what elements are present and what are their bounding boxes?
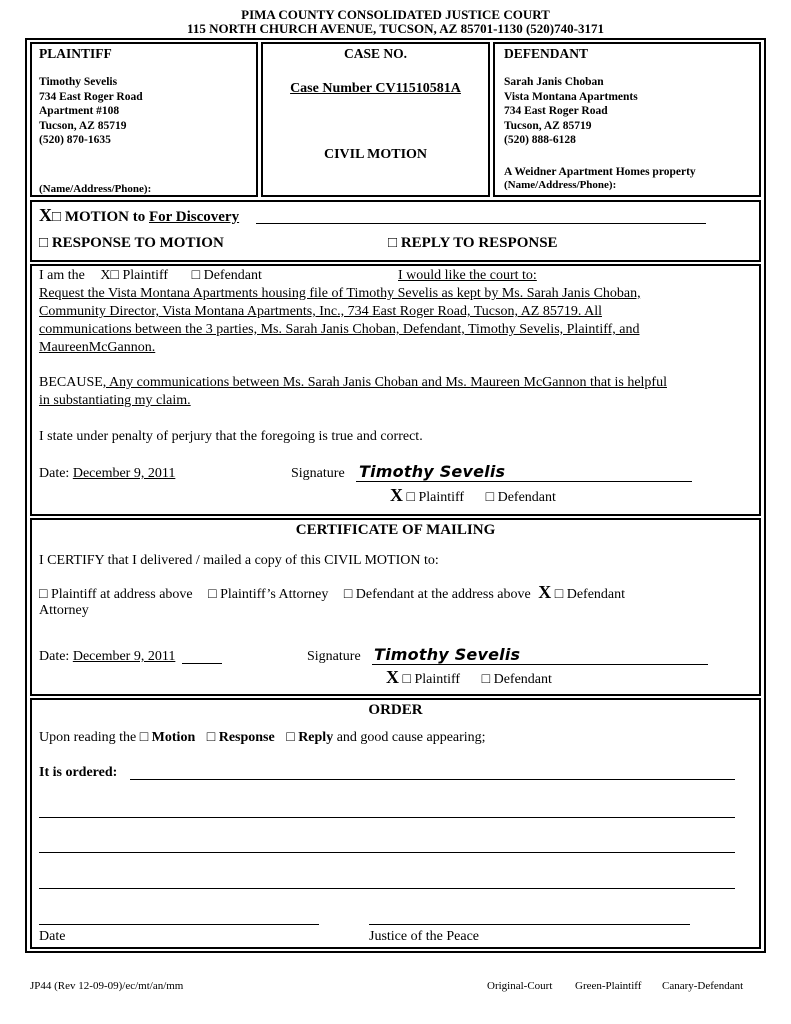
order-motion-label: Motion [151, 730, 196, 745]
motion-checkbox[interactable]: □ [52, 209, 62, 225]
request-line-4: MaureenMcGannon. [39, 340, 156, 355]
order-line-1 [130, 779, 735, 780]
perjury-statement: I state under penalty of perjury that the foregoing is true and correct. [39, 429, 423, 444]
cert-opt3-checkbox[interactable]: □ [343, 587, 353, 602]
case-type: CIVIL MOTION [323, 147, 428, 162]
cert-sig-defendant-label: Defendant [493, 672, 552, 687]
order-reply-checkbox[interactable]: □ [286, 730, 295, 745]
cert-opt4-label: Defendant [566, 587, 626, 602]
cert-signature: Timothy Sevelis [374, 645, 521, 664]
defendant-street: 734 East Roger Road [504, 105, 608, 117]
case-box [261, 42, 490, 197]
motion-checked-mark: X [39, 205, 52, 225]
cert-opt4-label-cont: Attorney [39, 603, 89, 618]
defendant-note: A Weidner Apartment Homes property [504, 166, 696, 178]
cert-sig-plaintiff-checkbox[interactable]: □ [402, 672, 411, 687]
order-title: ORDER [368, 702, 423, 718]
case-number: Case Number CV11510581A [290, 81, 461, 96]
cert-opt1-label: Plaintiff at address above [50, 587, 193, 602]
copy-canary: Canary-Defendant [662, 980, 744, 992]
case-header: CASE NO. [343, 46, 407, 61]
defendant-org: Vista Montana Apartments [504, 90, 638, 103]
order-upon-label: Upon reading the [39, 730, 137, 745]
defendant-phone: (520) 888-6128 [504, 134, 576, 146]
court-address: 115 NORTH CHURCH AVENUE, TUCSON, AZ 85701-1130 (520)740-3171 [187, 21, 604, 36]
cert-opt4-mark: X [538, 582, 552, 602]
copy-original: Original-Court [487, 980, 553, 992]
cert-date-label: Date: [39, 649, 70, 664]
certificate-box [30, 518, 761, 696]
iam-plaintiff-label: Plaintiff [122, 268, 169, 283]
motion-label: MOTION to [64, 209, 146, 225]
cert-date-value: December 9, 2011 [72, 649, 176, 664]
reply-label: REPLY TO RESPONSE [400, 235, 558, 251]
motion-subject: For Discovery [148, 209, 240, 225]
request-line-2: Community Director, Vista Montana Apartments, Inc., 734 East Roger Road, Tucson, AZ 85719. All [39, 304, 602, 319]
order-line-3 [39, 852, 735, 853]
motion-type-box [30, 200, 761, 262]
plaintiff-city: Tucson, AZ 85719 [39, 119, 127, 132]
order-response-label: Response [218, 730, 275, 745]
request-box [30, 264, 761, 516]
plaintiff-header: PLAINTIFF [39, 46, 112, 61]
response-checkbox[interactable]: □ [39, 235, 49, 251]
iam-defendant-label: Defendant [203, 268, 262, 283]
plaintiff-apt: Apartment #108 [39, 105, 120, 117]
plaintiff-street: 734 East Roger Road [39, 90, 143, 103]
order-box [30, 698, 761, 949]
request-date-label: Date: [39, 466, 70, 481]
plaintiff-phone: (520) 870-1635 [39, 134, 111, 146]
cert-opt4-checkbox[interactable]: □ [554, 587, 564, 602]
request-sig-defendant-checkbox[interactable]: □ [485, 490, 495, 505]
cert-opt1-checkbox[interactable]: □ [39, 587, 48, 602]
order-line-2 [39, 817, 735, 818]
request-line-1: Request the Vista Montana Apartments housing file of Timothy Sevelis as kept by Ms. Sarah Janis Choban, [39, 286, 641, 301]
court-name: PIMA COUNTY CONSOLIDATED JUSTICE COURT [241, 7, 550, 22]
copy-green: Green-Plaintiff [575, 980, 642, 992]
request-sig-plaintiff-label: Plaintiff [418, 490, 465, 505]
reply-checkbox[interactable]: □ [388, 235, 398, 251]
certify-statement: I CERTIFY that I delivered / mailed a copy of this CIVIL MOTION to: [39, 553, 439, 568]
request-sig-plaintiff-checkbox[interactable]: □ [406, 490, 415, 505]
defendant-box [493, 42, 761, 197]
form-number: JP44 (Rev 12-09-09)/ec/mt/an/mm [30, 980, 184, 992]
would-like-label: I would like the court to: [398, 268, 537, 283]
it-is-ordered-label: It is ordered: [39, 765, 118, 780]
cert-opt3-label: Defendant at the address above [355, 587, 531, 602]
defendant-header: DEFENDANT [504, 46, 589, 61]
request-signature-label: Signature [291, 466, 345, 481]
order-date-label: Date [39, 929, 66, 944]
defendant-name: Sarah Janis Choban [504, 76, 604, 88]
cert-opt2-label: Plaintiff’s Attorney [220, 587, 329, 602]
order-line-4 [39, 888, 735, 889]
because-label: BECAUSE [39, 375, 103, 390]
order-response-checkbox[interactable]: □ [206, 730, 216, 745]
plaintiff-box [30, 42, 258, 197]
order-motion-checkbox[interactable]: □ [139, 730, 149, 745]
defendant-caption: (Name/Address/Phone): [504, 179, 617, 191]
order-justice-line [369, 924, 690, 925]
because-line-1: , Any communications between Ms. Sarah Janis Choban and Ms. Maureen McGannon that is helpful [102, 375, 667, 390]
plaintiff-name: Timothy Sevelis [39, 76, 118, 88]
defendant-city: Tucson, AZ 85719 [504, 119, 592, 132]
cert-opt2-checkbox[interactable]: □ [208, 587, 217, 602]
because-line-2: in substantiating my claim. [39, 393, 191, 408]
order-justice-label: Justice of the Peace [369, 929, 480, 944]
cert-sig-defendant-checkbox[interactable]: □ [481, 672, 491, 687]
iam-plaintiff-checkbox[interactable]: □ [110, 268, 119, 283]
cert-signature-label: Signature [307, 649, 361, 664]
iam-label: I am the [39, 268, 85, 283]
cert-sig-plaintiff-label: Plaintiff [414, 672, 461, 687]
iam-plaintiff-mark: X [100, 268, 111, 283]
plaintiff-caption: (Name/Address/Phone): [39, 183, 152, 195]
request-sig-defendant-label: Defendant [497, 490, 556, 505]
certificate-title: CERTIFICATE OF MAILING [295, 522, 496, 538]
iam-defendant-checkbox[interactable]: □ [191, 268, 201, 283]
request-sig-plaintiff-mark: X [390, 485, 403, 505]
cert-sig-plaintiff-mark: X [386, 667, 399, 687]
request-signature: Timothy Sevelis [359, 462, 506, 481]
order-date-line [39, 924, 319, 925]
request-date-value: December 9, 2011 [72, 466, 176, 481]
response-label: RESPONSE TO MOTION [51, 235, 224, 251]
request-line-3: communications between the 3 parties, Ms. Sarah Janis Choban, Defendant, Timothy Sevelis, Plaintiff, and [39, 322, 640, 337]
order-reply-label: Reply [298, 730, 334, 745]
order-tail: and good cause appearing; [336, 730, 486, 745]
